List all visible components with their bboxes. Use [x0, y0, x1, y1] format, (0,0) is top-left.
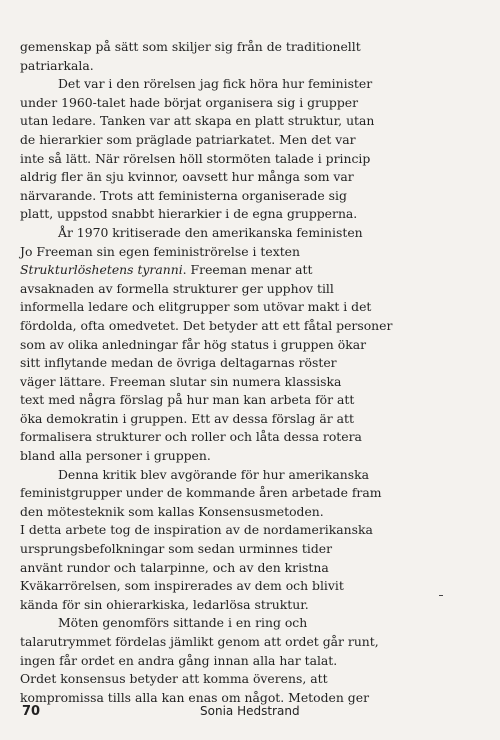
- text-line: väger lättare. Freeman slutar sin numera klassiska: [20, 373, 342, 389]
- text-line: fördolda, ofta omedvetet. Det betyder att ett fåtal personer: [20, 317, 393, 333]
- paragraph: [20, 38, 482, 75]
- text-line: aldrig fler än sju kvinnor, oavsett hur många som var: [20, 169, 354, 185]
- text-line: inte så lätt. När rörelsen höll stormöten talade i princip: [20, 150, 371, 166]
- paragraph: [20, 466, 482, 522]
- author-name: Sonia Hedstrand: [200, 704, 300, 718]
- body-text: [20, 38, 482, 707]
- text-line: som av olika anledningar får hög status i gruppen ökar: [20, 336, 367, 352]
- text-line: År 1970 kritiserade den amerikanska feministen: [58, 224, 363, 240]
- text-line: Kväkarrörelsen, som inspirerades av dem och blivit: [20, 578, 344, 594]
- paragraph: [20, 614, 482, 707]
- text-line: Denna kritik blev avgörande för hur amerikanska: [58, 466, 369, 482]
- paragraph: [20, 521, 482, 614]
- text-line: ingen får ordet en andra gång innan alla har talat.: [20, 652, 338, 668]
- text-line: avsaknaden av formella strukturer ger upphov till: [20, 280, 334, 296]
- book-title: Strukturlöshetens tyranni: [20, 262, 183, 278]
- text-line: text med några förslag på hur man kan arbeta för att: [20, 392, 355, 408]
- text-line: använt rundor och talarpinne, och av den kristna: [20, 559, 329, 575]
- text-line: Jo Freeman sin egen feministrörelse i texten: [20, 243, 300, 259]
- text-line: ursprungsbefolkningar som sedan urminnes tider: [20, 541, 333, 557]
- paragraph: [20, 224, 482, 466]
- text-line: öka demokratin i gruppen. Ett av dessa förslag är att: [20, 410, 354, 426]
- text-line: Möten genomförs sittande i en ring och: [58, 615, 308, 631]
- text-line: gemenskap på sätt som skiljer sig från de traditionellt: [20, 39, 361, 54]
- text-line: informella ledare och elitgrupper som utövar makt i det: [20, 299, 372, 315]
- page-footer: [0, 704, 500, 720]
- text-line: I detta arbete tog de inspiration av de nordamerikanska: [20, 522, 373, 538]
- text-line: talarutrymmet fördelas jämlikt genom att ordet går runt,: [20, 634, 379, 649]
- text-line: platt, uppstod snabbt hierarkier i de egna grupperna.: [20, 206, 358, 222]
- text-line: sitt inflytande medan de övriga deltagarnas röster: [20, 355, 337, 371]
- text-line: de hierarkier som präglade patriarkatet. Men det var: [20, 131, 356, 147]
- text-line: den mötesteknik som kallas Konsensusmetoden.: [20, 503, 324, 519]
- text-line: Det var i den rörelsen jag fick höra hur feminister: [58, 76, 373, 92]
- page-number: 70: [22, 704, 41, 719]
- text-line: patriarkala.: [20, 57, 94, 73]
- text-line: bland alla personer i gruppen.: [20, 448, 211, 464]
- text-line: utan ledare. Tanken var att skapa en platt struktur, utan: [20, 113, 375, 129]
- text-line: kompromissa tills alla kan enas om något. Metoden ger: [20, 689, 369, 705]
- stray-mark: [439, 595, 443, 596]
- text-line: Ordet konsensus betyder att komma överens, att: [20, 671, 328, 687]
- text-line: under 1960-talet hade börjat organisera sig i grupper: [20, 94, 359, 110]
- text-line: feministgrupper under de kommande åren arbetade fram: [20, 485, 382, 501]
- text-line: närvarande. Trots att feministerna organiserade sig: [20, 187, 347, 203]
- paragraph: [20, 75, 482, 224]
- text-line: Strukturlöshetens tyranni. Freeman menar att: [20, 262, 313, 278]
- text-line: formalisera strukturer och roller och låta dessa rotera: [20, 429, 362, 445]
- text-line: kända för sin ohierarkiska, ledarlösa struktur.: [20, 596, 309, 612]
